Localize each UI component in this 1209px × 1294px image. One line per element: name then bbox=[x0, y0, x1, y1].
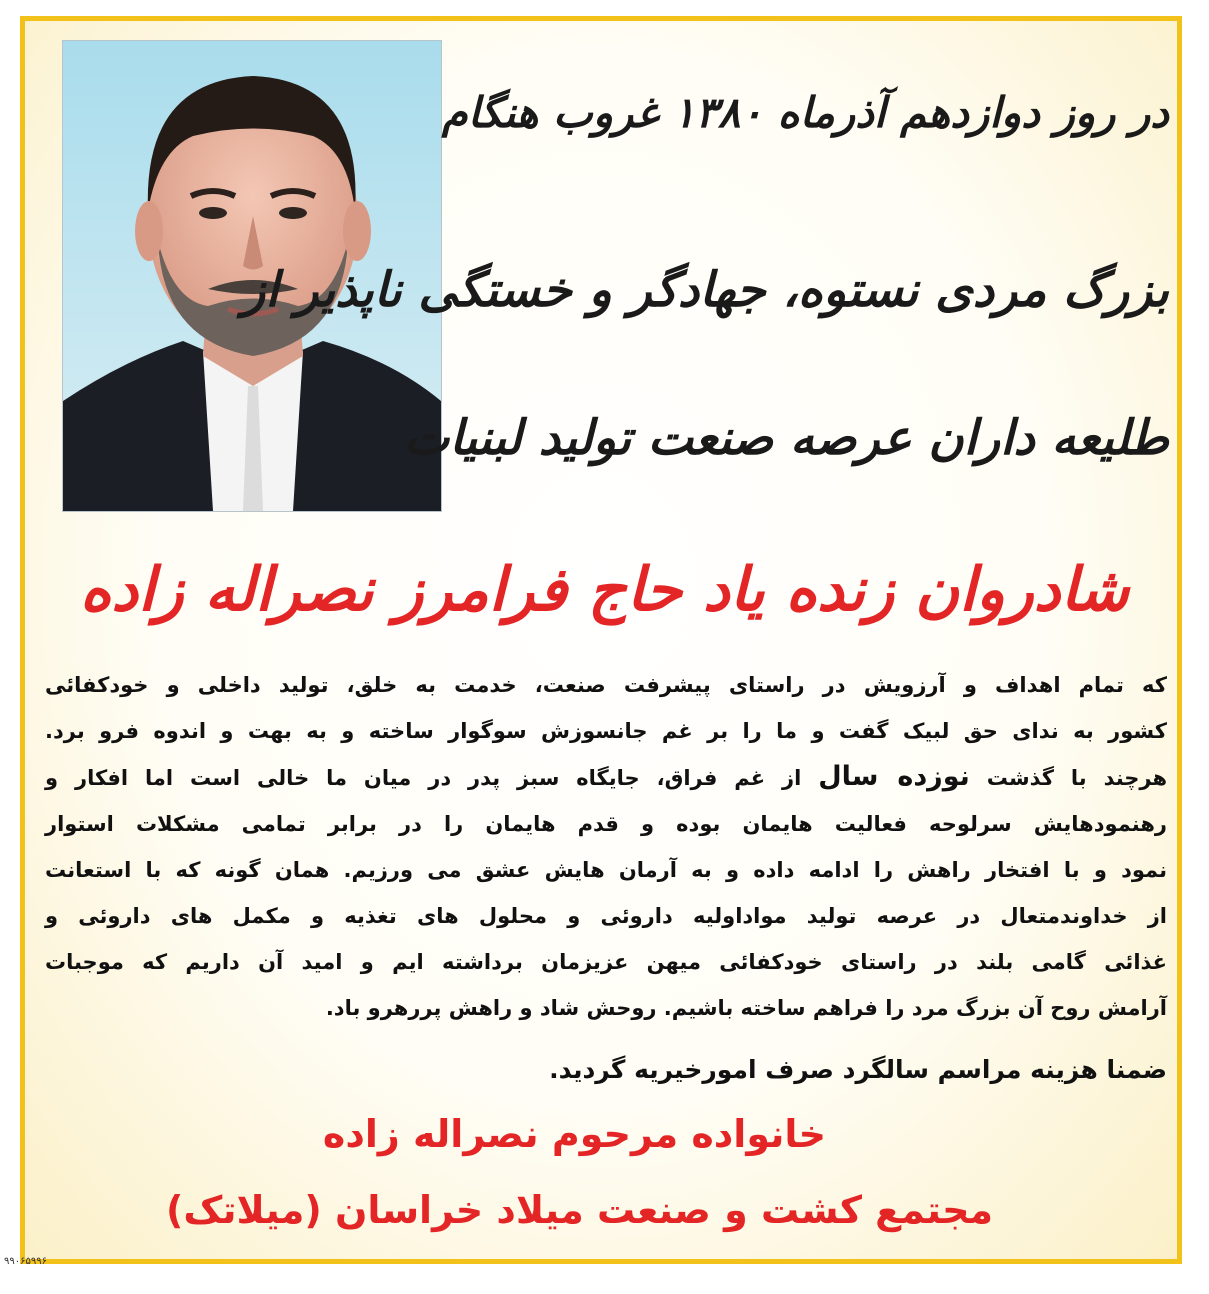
body-line: غذائی گامی بلند در راستای خودکفائی میهن عزیزمان برداشته ایم و امید آن داریم که موجبات bbox=[45, 950, 1167, 974]
body-fragment: هرچند با گذشت bbox=[986, 766, 1168, 790]
signature-family: خانواده مرحوم نصراله زاده bbox=[322, 1112, 827, 1156]
body-line bbox=[45, 754, 1167, 801]
body-fragment: از غم فراق، جایگاه سبز پدر در میان ما خالی است اما افکار و bbox=[45, 766, 802, 790]
ad-code: ۹۹۰۶۵۹۹۶ bbox=[4, 1256, 47, 1267]
body-line: کشور به ندای حق لبیک گفت و ما را بر غم جانسوزش سوگوار ساخته و به بهت و اندوه فرو برد. bbox=[45, 719, 1167, 743]
signature-company: مجتمع کشت و صنعت میلاد خراسان (میلاتک) bbox=[165, 1188, 994, 1232]
body-line: رهنمودهایش سرلوحه فعالیت هایمان بوده و قدم هایمان را در برابر تمامی مشکلات استوار bbox=[45, 812, 1167, 836]
deceased-name: شادروان زنده یاد حاج فرامرز نصراله زاده bbox=[79, 555, 1130, 625]
headline-line-3: طلیعه داران عرصه صنعت تولید لبنیات bbox=[404, 410, 1169, 466]
body-line: که تمام اهداف و آرزویش در راستای پیشرفت صنعت، خدمت به خلق، تولید داخلی و خودکفائی bbox=[45, 673, 1167, 697]
headline-line-2: بزرگ مردی نستوه، جهادگر و خستگی ناپذیر از bbox=[242, 262, 1169, 318]
body-line: آرامش روح آن بزرگ مرد را فراهم ساخته باشیم. روحش شاد و راهش پررهرو باد. bbox=[325, 996, 1167, 1020]
body-paragraph bbox=[45, 662, 1167, 1031]
charity-note-line: ضمنا هزینه مراسم سالگرد صرف امورخیریه گردید. bbox=[549, 1055, 1167, 1084]
body-line: نمود و با افتخار راهش را ادامه داده و به آرمان هایش عشق می ورزیم. همان گونه که با استعانت bbox=[45, 858, 1167, 882]
body-line: از خداوندمتعال در عرصه تولید مواداولیه داروئی و محلول های تغذیه و مکمل های داروئی و bbox=[45, 904, 1167, 928]
emphasis-years: نوزده سال bbox=[818, 761, 970, 792]
headline-line-1: در روز دوازدهم آذرماه ۱۳۸۰ غروب هنگام bbox=[441, 88, 1169, 137]
charity-note bbox=[549, 1055, 1167, 1085]
